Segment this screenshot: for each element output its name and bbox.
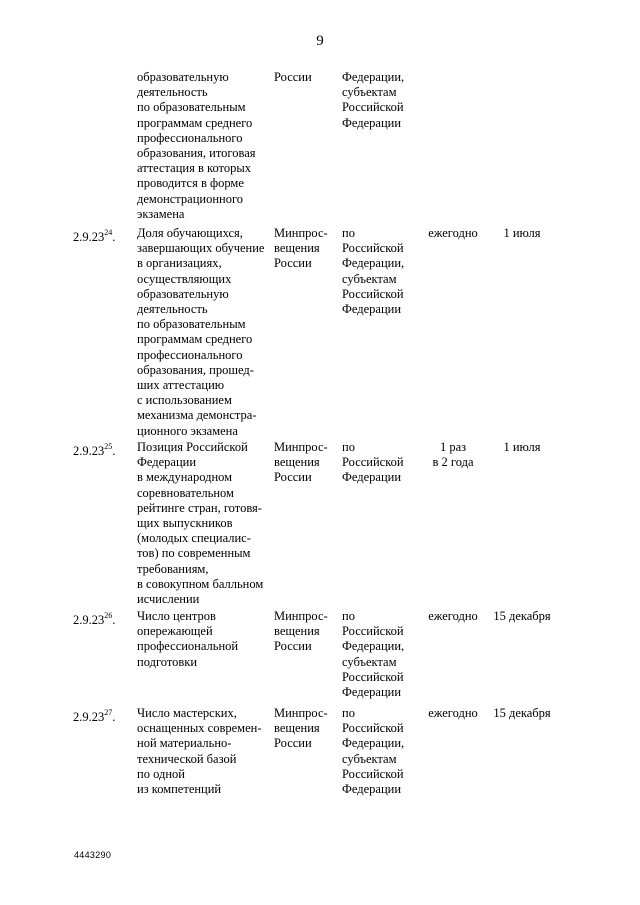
indicator-name: Доля обучающихся, завершающих обучение в организациях, осуществляющих образовательную деятельность по образовательным программам среднего профессионального образования, прошед- ших аттестацию с использованием механизма демонстра- ционного экзамена xyxy=(137,226,265,438)
deadline-date: 1 июля xyxy=(503,226,541,240)
continuation-indicator-name: образовательную деятельность по образовательным программам среднего профессионального образования, итоговая аттестация в которых проводится в форме демонстрационного экзамена xyxy=(137,70,256,221)
continuation-responsible-org: России xyxy=(274,70,312,84)
indicator-name: Позиция Российской Федерации в международном соревновательном рейтинге стран, готовя- щих выпускников (молодых специалис- тов) по современным требованиям, в совокупном балльном исчислении xyxy=(137,440,264,607)
responsible-org: Минпрос- вещения России xyxy=(274,440,328,485)
data-level: по Российской Федерации xyxy=(342,440,404,485)
responsible-org: Минпрос- вещения России xyxy=(274,609,328,654)
row-number: 2.9.23$^{24}$. xyxy=(73,228,116,245)
data-level: по Российской Федерации, субъектам Российской Федерации xyxy=(342,609,405,700)
data-level: по Российской Федерации, субъектам Российской Федерации xyxy=(342,226,405,317)
continuation-data-level: Федерации, субъектам Российской Федерации xyxy=(342,70,405,130)
deadline-date: 15 декабря xyxy=(493,706,551,720)
responsible-org: Минпрос- вещения России xyxy=(274,226,328,271)
deadline-date: 1 июля xyxy=(503,440,541,454)
frequency: ежегодно xyxy=(428,226,478,240)
frequency: ежегодно xyxy=(428,609,478,623)
responsible-org: Минпрос- вещения России xyxy=(274,706,328,751)
document-id: 4443290 xyxy=(74,850,112,860)
frequency: ежегодно xyxy=(428,706,478,720)
frequency: 1 раз в 2 года xyxy=(432,440,474,470)
indicator-name: Число центров опережающей профессиональной подготовки xyxy=(137,609,239,669)
row-number: 2.9.23$^{27}$. xyxy=(73,708,116,725)
page-number: 9 xyxy=(316,33,324,49)
deadline-date: 15 декабря xyxy=(493,609,551,623)
data-level: по Российской Федерации, субъектам Российской Федерации xyxy=(342,706,405,797)
indicator-name: Число мастерских, оснащенных современ- ной материально- технической базой по одной из компетенций xyxy=(137,706,262,797)
row-number: 2.9.23$^{26}$. xyxy=(73,611,116,628)
row-number: 2.9.23$^{25}$. xyxy=(73,442,116,459)
